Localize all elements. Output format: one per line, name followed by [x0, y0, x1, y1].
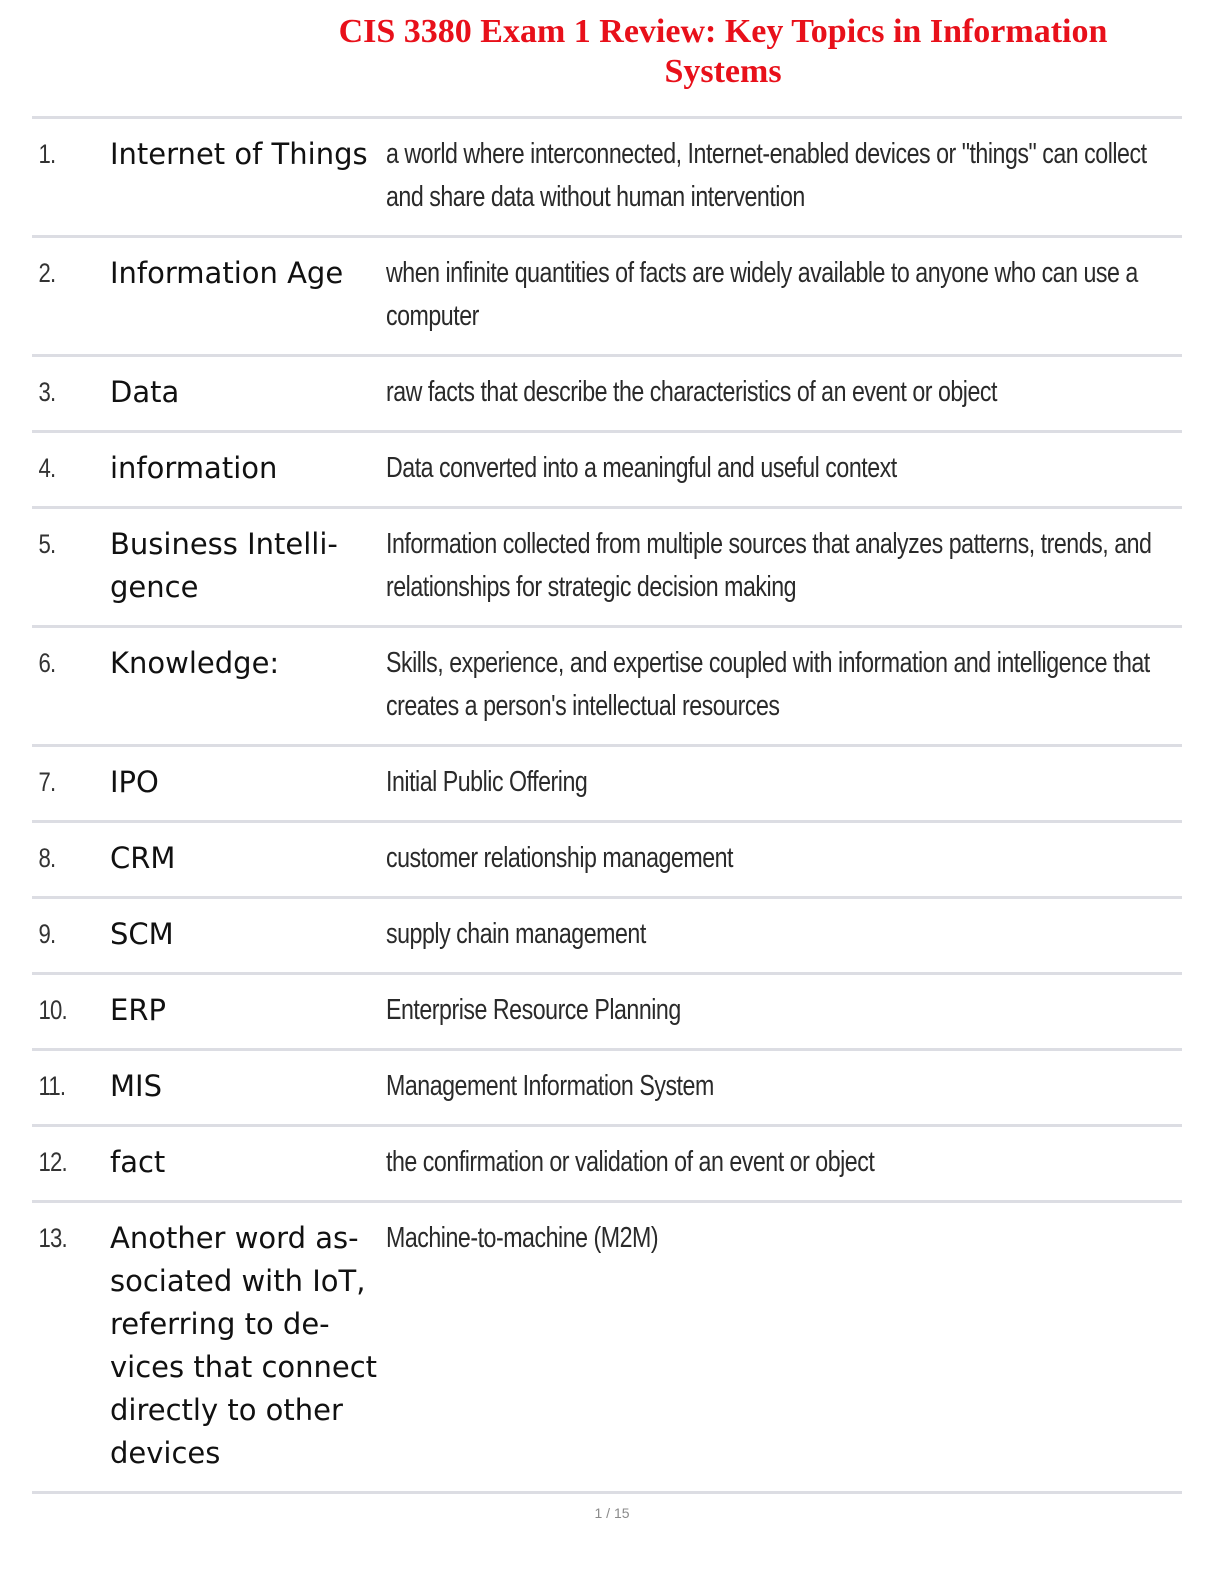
card-definition-text: customer relationship management	[386, 842, 734, 874]
card-definition	[386, 642, 1182, 728]
card-definition-text: supply chain management	[386, 918, 646, 950]
flashcard-row	[32, 628, 1182, 747]
card-definition	[386, 913, 1182, 956]
card-number: 6.	[38, 648, 56, 678]
card-definition-text: Data converted into a meaningful and useful context	[386, 452, 897, 484]
card-number: 9.	[38, 919, 56, 949]
card-number: 4.	[38, 453, 56, 483]
card-number: 13.	[38, 1223, 67, 1253]
flashcard-list	[32, 116, 1182, 1494]
card-number: 8.	[38, 843, 56, 873]
card-term: fact	[110, 1145, 166, 1179]
card-definition	[386, 989, 1182, 1032]
card-number: 2.	[38, 258, 56, 288]
card-definition	[386, 837, 1182, 880]
card-number: 11.	[38, 1071, 66, 1101]
card-number: 1.	[38, 139, 56, 169]
card-number: 5.	[38, 529, 56, 559]
flashcard-row	[32, 1127, 1182, 1203]
page-indicator: 1 / 15	[594, 1505, 630, 1521]
card-term: Internet of Things	[110, 137, 368, 171]
card-definition-text: Information collected from multiple sources that analyzes patterns, trends, and relationships for strategic decision making	[386, 528, 1152, 603]
card-definition	[386, 1065, 1182, 1108]
card-term: MIS	[110, 1069, 162, 1103]
card-definition-text: a world where interconnected, Internet-enabled devices or "things" can collect and share data without human intervention	[386, 138, 1147, 213]
card-definition	[386, 133, 1182, 219]
card-definition-text: the confirmation or validation of an event or object	[386, 1146, 875, 1178]
card-number: 7.	[38, 767, 56, 797]
card-term: Data	[110, 375, 180, 409]
flashcard-row	[32, 238, 1182, 357]
card-definition-text: Management Information System	[386, 1070, 714, 1102]
card-term: CRM	[110, 841, 176, 875]
card-term: Another word as-sociated with IoT, referring to de-vices that connect directly to other devices	[110, 1221, 378, 1470]
card-definition-text: Skills, experience, and expertise coupled with information and intelligence that creates a person's intellectual resources	[386, 647, 1150, 722]
card-definition	[386, 371, 1182, 414]
flashcard-row	[32, 433, 1182, 509]
card-term: IPO	[110, 765, 159, 799]
flashcard-row	[32, 975, 1182, 1051]
card-term: SCM	[110, 917, 174, 951]
card-definition-text: raw facts that describe the characteristics of an event or object	[386, 376, 997, 408]
card-definition-text: Machine-to-machine (M2M)	[386, 1222, 659, 1254]
card-definition-text: Enterprise Resource Planning	[386, 994, 681, 1026]
card-term: information	[110, 451, 278, 485]
card-term: ERP	[110, 993, 166, 1027]
card-number: 12.	[38, 1147, 67, 1177]
flashcard-row	[32, 747, 1182, 823]
card-definition	[386, 447, 1182, 490]
flashcard-row	[32, 1203, 1182, 1494]
card-definition	[386, 252, 1182, 338]
flashcard-row	[32, 899, 1182, 975]
card-number: 10.	[38, 995, 67, 1025]
document-title: CIS 3380 Exam 1 Review: Key Topics in Information Systems	[338, 13, 1108, 90]
flashcard-row	[32, 1051, 1182, 1127]
flashcard-row	[32, 119, 1182, 238]
card-definition-text: Initial Public Offering	[386, 766, 588, 798]
card-term: Business Intelli-gence	[110, 527, 338, 604]
card-definition	[386, 1217, 1182, 1260]
flashcard-row	[32, 823, 1182, 899]
card-term: Information Age	[110, 256, 344, 290]
card-definition	[386, 1141, 1182, 1184]
flashcard-row	[32, 357, 1182, 433]
card-definition-text: when infinite quantities of facts are widely available to anyone who can use a computer	[386, 257, 1138, 332]
flashcard-row	[32, 509, 1182, 628]
card-definition	[386, 761, 1182, 804]
card-term: Knowledge:	[110, 646, 280, 680]
card-definition	[386, 523, 1182, 609]
card-number: 3.	[38, 377, 56, 407]
